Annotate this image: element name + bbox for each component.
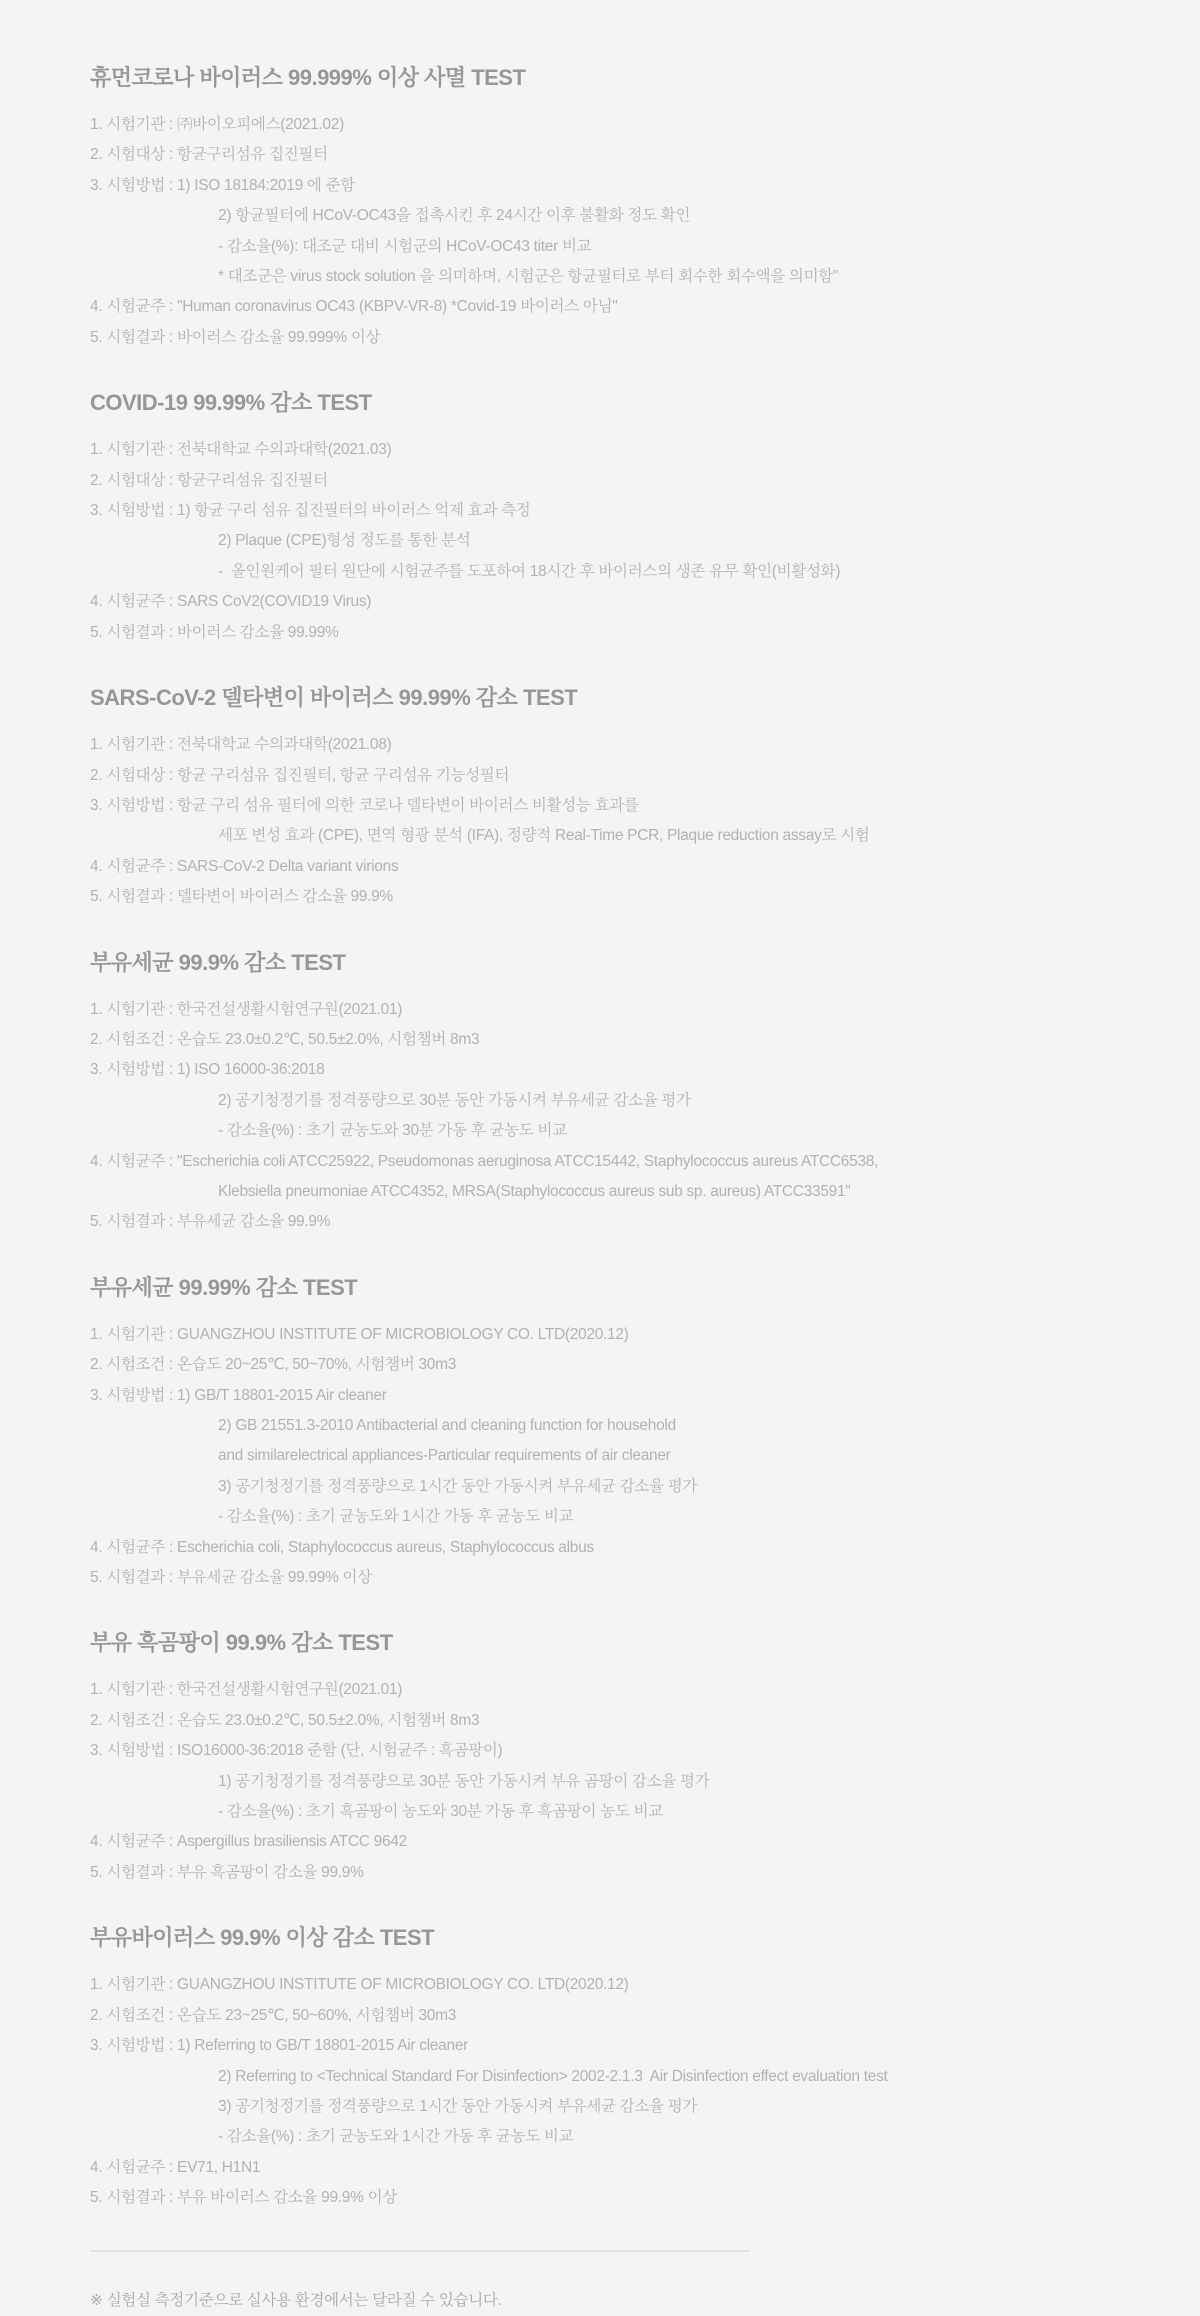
test-detail-line: 2. 시험조건 : 온습도 23.0±0.2℃, 50.5±2.0%, 시험챔버 8m3 — [90, 1030, 480, 1048]
test-section — [90, 684, 1140, 912]
section-lines — [90, 435, 1140, 648]
test-detail-line: 5. 시험결과 : 바이러스 감소율 99.999% 이상 — [90, 328, 381, 346]
test-detail-line: 2) 공기청정기를 정격풍량으로 30분 동안 가동시켜 부유세균 감소율 평가 — [218, 1091, 691, 1109]
test-detail-line: 2) Plaque (CPE)형성 정도를 통한 분석 — [218, 532, 471, 550]
test-detail-line: 2. 시험조건 : 온습도 23.0±0.2℃, 50.5±2.0%, 시험챔버 8m3 — [90, 1711, 480, 1729]
test-detail-line: 4. 시험균주 : Escherichia coli, Staphylococcus aureus, Staphylococcus albus — [90, 1538, 594, 1556]
lab-disclaimer-note: ※ 실험실 측정기준으로 실사용 환경에서는 달라질 수 있습니다. — [90, 2291, 502, 2309]
section-title: SARS-CoV-2 델타변이 바이러스 99.99% 감소 TEST — [90, 685, 578, 711]
test-detail-line: 2) 항균필터에 HCoV-OC43을 접촉시킨 후 24시간 이후 불활화 정도 확인 — [218, 207, 691, 225]
test-detail-line: 5. 시험결과 : 델타변이 바이러스 감소율 99.9% — [90, 888, 393, 906]
test-detail-line: 3. 시험방법 : 1) 항균 구리 섬유 집진필터의 바이러스 억제 효과 측정 — [90, 502, 531, 520]
test-detail-line: - 감소율(%) : 초기 균농도와 1시간 가동 후 균농도 비교 — [218, 1508, 574, 1526]
test-detail-line: - 감소율(%) : 초기 균농도와 1시간 가동 후 균농도 비교 — [218, 2128, 574, 2146]
section-lines — [90, 1675, 1140, 1888]
test-detail-line: 2) Referring to <Technical Standard For Disinfection> 2002-2.1.3 Air Disinfection effect evaluation test — [218, 2067, 888, 2085]
test-detail-line: 4. 시험균주 : SARS-CoV-2 Delta variant virions — [90, 857, 399, 875]
test-detail-line: 4. 시험균주 : SARS CoV2(COVID19 Virus) — [90, 593, 372, 611]
test-detail-line: 5. 시험결과 : 부유 바이러스 감소율 99.9% 이상 — [90, 2189, 397, 2207]
section-lines — [90, 110, 1140, 353]
test-detail-line: 세포 변성 효과 (CPE), 면역 형광 분석 (IFA), 정량적 Real-Time PCR, Plaque reduction assay로 시험 — [218, 827, 870, 845]
test-detail-line: 4. 시험균주 : "Human coronavirus OC43 (KBPV-VR-8) *Covid-19 바이러스 아님" — [90, 298, 618, 316]
test-detail-line: 1. 시험기관 : 한국건설생활시험연구원(2021.01) — [90, 1681, 403, 1699]
test-detail-line: and similarelectrical appliances-Particular requirements of air cleaner — [218, 1447, 671, 1465]
test-detail-line: 2. 시험대상 : 항균 구리섬유 집진필터, 항균 구리섬유 기능성필터 — [90, 766, 510, 784]
test-detail-line: 2. 시험조건 : 온습도 23~25℃, 50~60%, 시험챔버 30m3 — [90, 2006, 457, 2024]
test-detail-line: 1. 시험기관 : GUANGZHOU INSTITUTE OF MICROBIOLOGY CO. LTD(2020.12) — [90, 1325, 629, 1343]
test-detail-line: 2. 시험조건 : 온습도 20~25℃, 50~70%, 시험챔버 30m3 — [90, 1356, 457, 1374]
section-title: COVID-19 99.99% 감소 TEST — [90, 390, 372, 416]
section-title: 부유바이러스 99.9% 이상 감소 TEST — [90, 1925, 435, 1951]
section-lines — [90, 995, 1140, 1238]
section-title: 부유세균 99.9% 감소 TEST — [90, 949, 346, 975]
test-detail-line: 3. 시험방법 : 1) ISO 16000-36:2018 — [90, 1061, 325, 1079]
test-detail-line: 1. 시험기관 : GUANGZHOU INSTITUTE OF MICROBIOLOGY CO. LTD(2020.12) — [90, 1976, 629, 1994]
test-detail-line: 5. 시험결과 : 부유세균 감소율 99.99% 이상 — [90, 1569, 372, 1587]
test-detail-line: - 감소율(%) : 초기 흑곰팡이 농도와 30분 가동 후 흑곰팡이 농도 비교 — [218, 1803, 663, 1821]
divider-line — [90, 2250, 750, 2252]
test-detail-line: 2. 시험대상 : 항균구리섬유 집진필터 — [90, 471, 328, 489]
section-lines — [90, 1970, 1140, 2213]
test-section — [90, 1629, 1140, 1888]
test-sections-container — [90, 64, 1140, 2214]
test-detail-line: 1) 공기청정기를 정격풍량으로 30분 동안 가동시켜 부유 곰팡이 감소율 평가 — [218, 1772, 710, 1790]
test-detail-line: 3. 시험방법 : 1) GB/T 18801-2015 Air cleaner — [90, 1386, 387, 1404]
test-section — [90, 949, 1140, 1238]
test-detail-line: 5. 시험결과 : 부유세균 감소율 99.9% — [90, 1213, 331, 1231]
test-detail-line: 3) 공기청정기를 정격풍량으로 1시간 동안 가동시켜 부유세균 감소율 평가 — [218, 1477, 698, 1495]
test-detail-line: 5. 시험결과 : 부유 흑곰팡이 감소율 99.9% — [90, 1863, 364, 1881]
test-detail-line: 4. 시험균주 : EV71, H1N1 — [90, 2158, 261, 2176]
section-title: 부유 흑곰팡이 99.9% 감소 TEST — [90, 1630, 393, 1656]
section-lines — [90, 1320, 1140, 1594]
test-detail-line: 4. 시험균주 : "Escherichia coli ATCC25922, Pseudomonas aeruginosa ATCC15442, Staphylococcus aureus ATCC6538, — [90, 1152, 879, 1170]
test-detail-line: 3. 시험방법 : 1) Referring to GB/T 18801-2015 Air cleaner — [90, 2037, 468, 2055]
test-detail-line: 2) GB 21551.3-2010 Antibacterial and cleaning function for household — [218, 1417, 676, 1434]
test-detail-line: * 대조군은 virus stock solution 을 의미하며, 시험군은 항균필터로 부터 회수한 회수액을 의미함" — [218, 268, 839, 286]
test-detail-line: 3. 시험방법 : 항균 구리 섬유 필터에 의한 코로나 델타변이 바이러스 비활성능 효과를 — [90, 796, 639, 814]
section-lines — [90, 730, 1140, 912]
test-detail-line: - 올인원케어 필터 원단에 시험균주를 도포하여 18시간 후 바이러스의 생존 유무 확인(비활성화) — [218, 562, 841, 580]
test-section — [90, 389, 1140, 648]
test-detail-line: - 감소율(%) : 초기 균농도와 30분 가동 후 균농도 비교 — [218, 1122, 567, 1140]
test-detail-line: 4. 시험균주 : Aspergillus brasiliensis ATCC 9642 — [90, 1833, 407, 1851]
test-detail-line: 1. 시험기관 : ㈜바이오피에스(2021.02) — [90, 116, 344, 133]
test-detail-line: 3. 시험방법 : 1) ISO 18184:2019 에 준함 — [90, 176, 355, 194]
test-detail-line: 1. 시험기관 : 전북대학교 수의과대학(2021.03) — [90, 441, 392, 459]
test-section — [90, 1924, 1140, 2213]
test-detail-line: - 감소율(%): 대조군 대비 시험군의 HCoV-OC43 titer 비교 — [218, 237, 592, 255]
test-detail-line: 2. 시험대상 : 항균구리섬유 집진필터 — [90, 146, 328, 164]
section-title: 휴먼코로나 바이러스 99.999% 이상 사멸 TEST — [90, 65, 526, 90]
test-section — [90, 64, 1140, 353]
test-detail-line: Klebsiella pneumoniae ATCC4352, MRSA(Staphylococcus aureus sub sp. aureus) ATCC33591" — [218, 1182, 851, 1200]
section-title: 부유세균 99.99% 감소 TEST — [90, 1274, 358, 1300]
test-detail-line: 1. 시험기관 : 한국건설생활시험연구원(2021.01) — [90, 1000, 403, 1018]
test-section — [90, 1274, 1140, 1594]
test-detail-line: 1. 시험기관 : 전북대학교 수의과대학(2021.08) — [90, 736, 392, 754]
test-detail-line: 3) 공기청정기를 정격풍량으로 1시간 동안 가동시켜 부유세균 감소율 평가 — [218, 2097, 698, 2115]
test-detail-line: 5. 시험결과 : 바이러스 감소율 99.99% — [90, 623, 339, 641]
test-detail-line: 3. 시험방법 : ISO16000-36:2018 준함 (단, 시험균주 : 흑곰팡이) — [90, 1742, 503, 1760]
